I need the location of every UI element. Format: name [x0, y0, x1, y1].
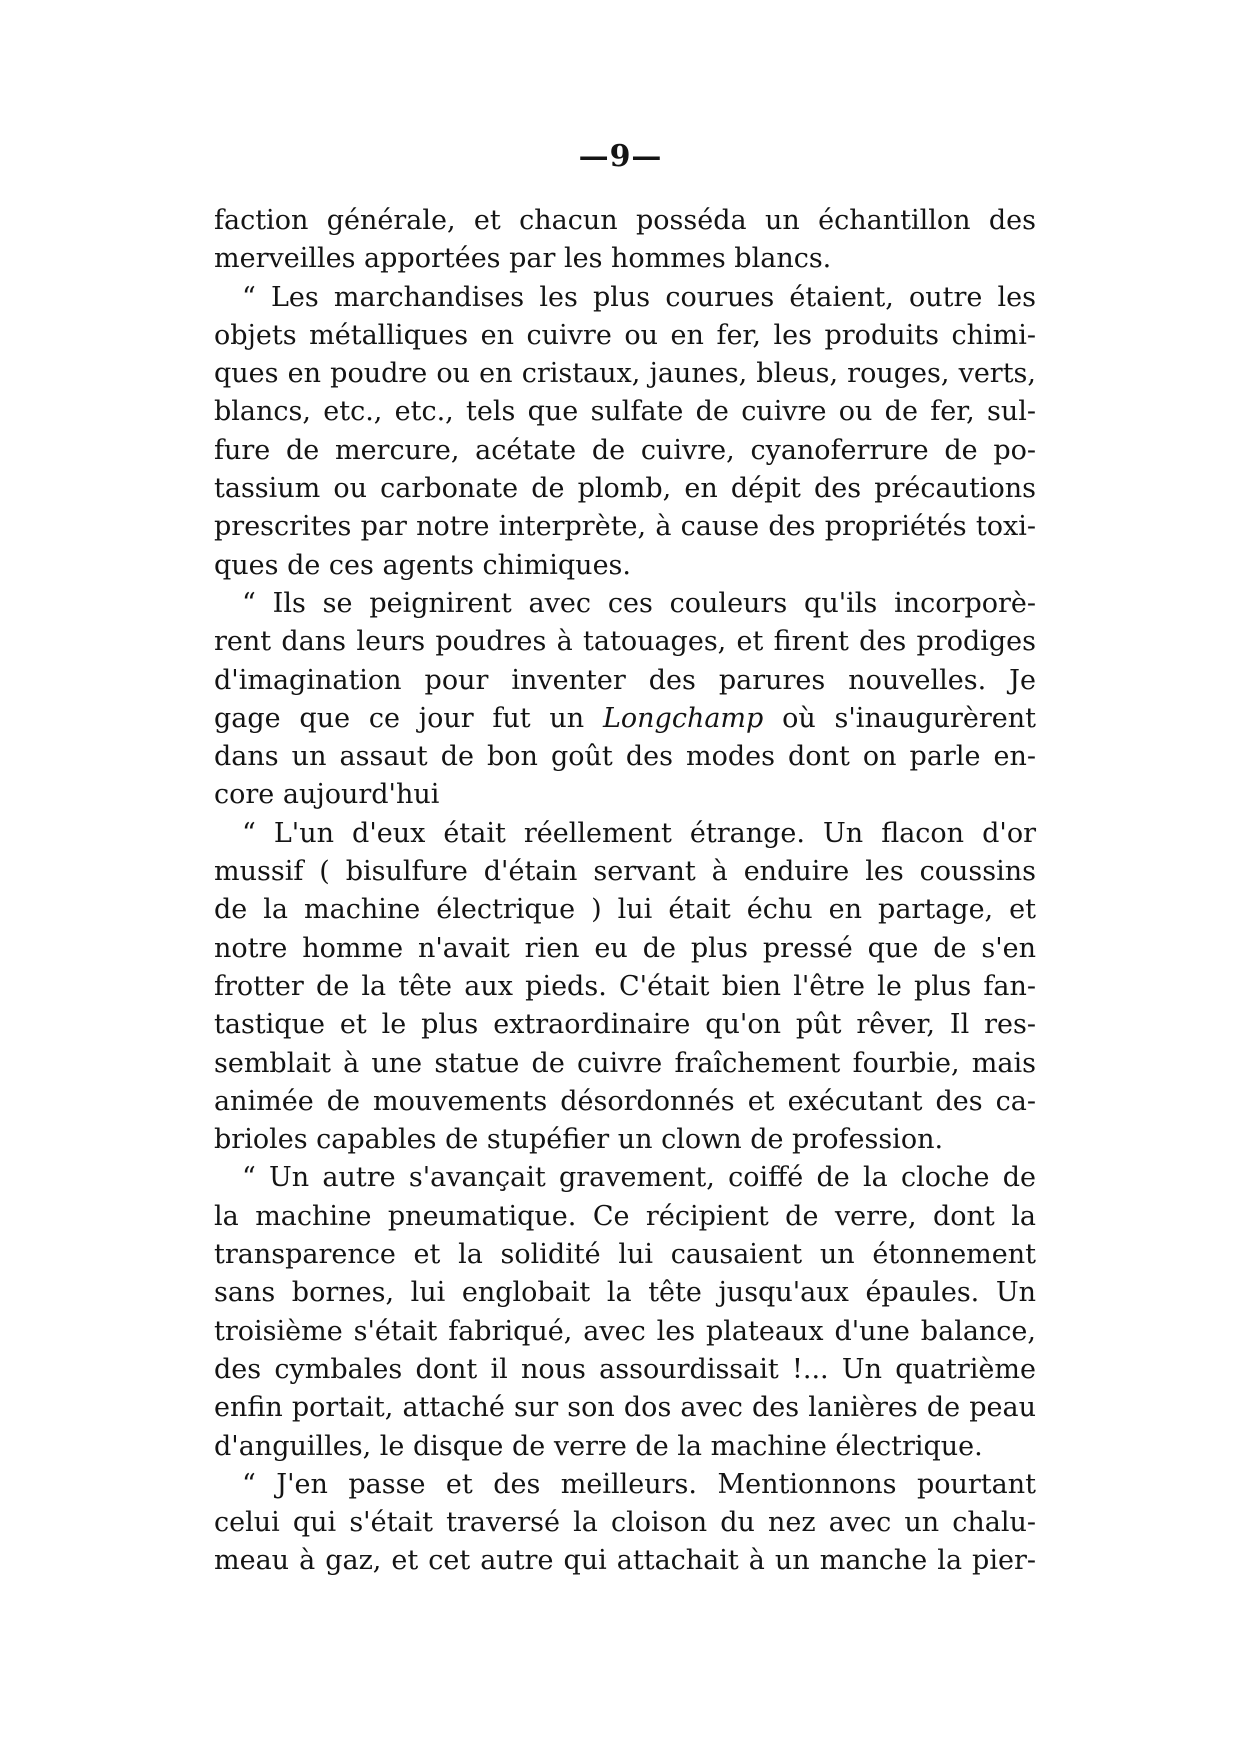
text-line: “ J'en passe et des meilleurs. Mentionnons pourtant — [242, 1468, 1036, 1500]
text-line: ques en poudre ou en cristaux, jaunes, bleus, rouges, verts, — [214, 358, 1036, 390]
body-text — [214, 202, 1036, 1581]
text-line: mussif ( bisulfure d'étain servant à enduire les coussins — [214, 856, 1036, 888]
text-line: “ Un autre s'avançait gravement, coiffé de la cloche de — [242, 1162, 1036, 1194]
text-line: celui qui s'était traversé la cloison du nez avec un chalu- — [214, 1507, 1036, 1539]
text-line: d'anguilles, le disque de verre de la machine électrique. — [214, 1430, 983, 1462]
text-line: d'imagination pour inventer des parures nouvelles. Je — [214, 664, 1036, 696]
text-segment: gage que ce jour fut un — [214, 702, 585, 734]
text-line: dans un assaut de bon goût des modes dont on parle en- — [214, 741, 1036, 773]
text-segment: où s'inaugurèrent — [782, 702, 1036, 734]
text-line: prescrites par notre interprète, à cause des propriétés toxi- — [214, 511, 1036, 543]
text-line-with-emphasis — [214, 700, 1036, 738]
text-line: brioles capables de stupéfier un clown de profession. — [214, 1124, 944, 1156]
text-line: de la machine électrique ) lui était échu en partage, et — [214, 894, 1036, 926]
text-line: “ Ils se peignirent avec ces couleurs qu'ils incorporè- — [242, 587, 1036, 619]
text-line: la machine pneumatique. Ce récipient de verre, dont la — [214, 1200, 1036, 1232]
text-line: “ L'un d'eux était réellement étrange. Un flacon d'or — [242, 817, 1036, 849]
text-line: des cymbales dont il nous assourdissait !... Un quatrième — [214, 1353, 1036, 1385]
italic-word: Longchamp — [602, 702, 764, 734]
text-line: tassium ou carbonate de plomb, en dépit des précautions — [214, 473, 1036, 505]
text-line: meau à gaz, et cet autre qui attachait à un manche la pier- — [214, 1545, 1036, 1577]
text-line: sans bornes, lui englobait la tête jusqu'aux épaules. Un — [214, 1277, 1036, 1309]
text-line: animée de mouvements désordonnés et exécutant des ca- — [214, 1085, 1036, 1117]
text-line: faction générale, et chacun posséda un échantillon des — [214, 205, 1036, 236]
text-line: troisième s'était fabriqué, avec les plateaux d'une balance, — [214, 1315, 1036, 1347]
text-line: merveilles apportées par les hommes blancs. — [214, 243, 832, 275]
page-number: —9— — [578, 139, 663, 174]
text-line: ques de ces agents chimiques. — [214, 549, 631, 581]
text-line: transparence et la solidité lui causaient un étonnement — [214, 1239, 1036, 1271]
text-line: semblait à une statue de cuivre fraîchement fourbie, mais — [214, 1047, 1036, 1079]
text-line: rent dans leurs poudres à tatouages, et firent des prodiges — [214, 626, 1036, 658]
text-line: blancs, etc., etc., tels que sulfate de cuivre ou de fer, sul- — [214, 396, 1036, 428]
text-line: “ Les marchandises les plus courues étaient, outre les — [242, 281, 1036, 313]
text-line: frotter de la tête aux pieds. C'était bien l'être le plus fan- — [214, 970, 1036, 1002]
text-line: notre homme n'avait rien eu de plus pressé que de s'en — [214, 932, 1036, 964]
text-line: objets métalliques en cuivre ou en fer, les produits chimi- — [214, 319, 1036, 351]
text-line: tastique et le plus extraordinaire qu'on pût rêver, Il res- — [214, 1009, 1036, 1041]
text-line: core aujourd'hui — [214, 779, 440, 811]
text-line: fure de mercure, acétate de cuivre, cyanoferrure de po- — [214, 434, 1036, 466]
text-line: enfin portait, attaché sur son dos avec des lanières de peau — [214, 1392, 1036, 1424]
